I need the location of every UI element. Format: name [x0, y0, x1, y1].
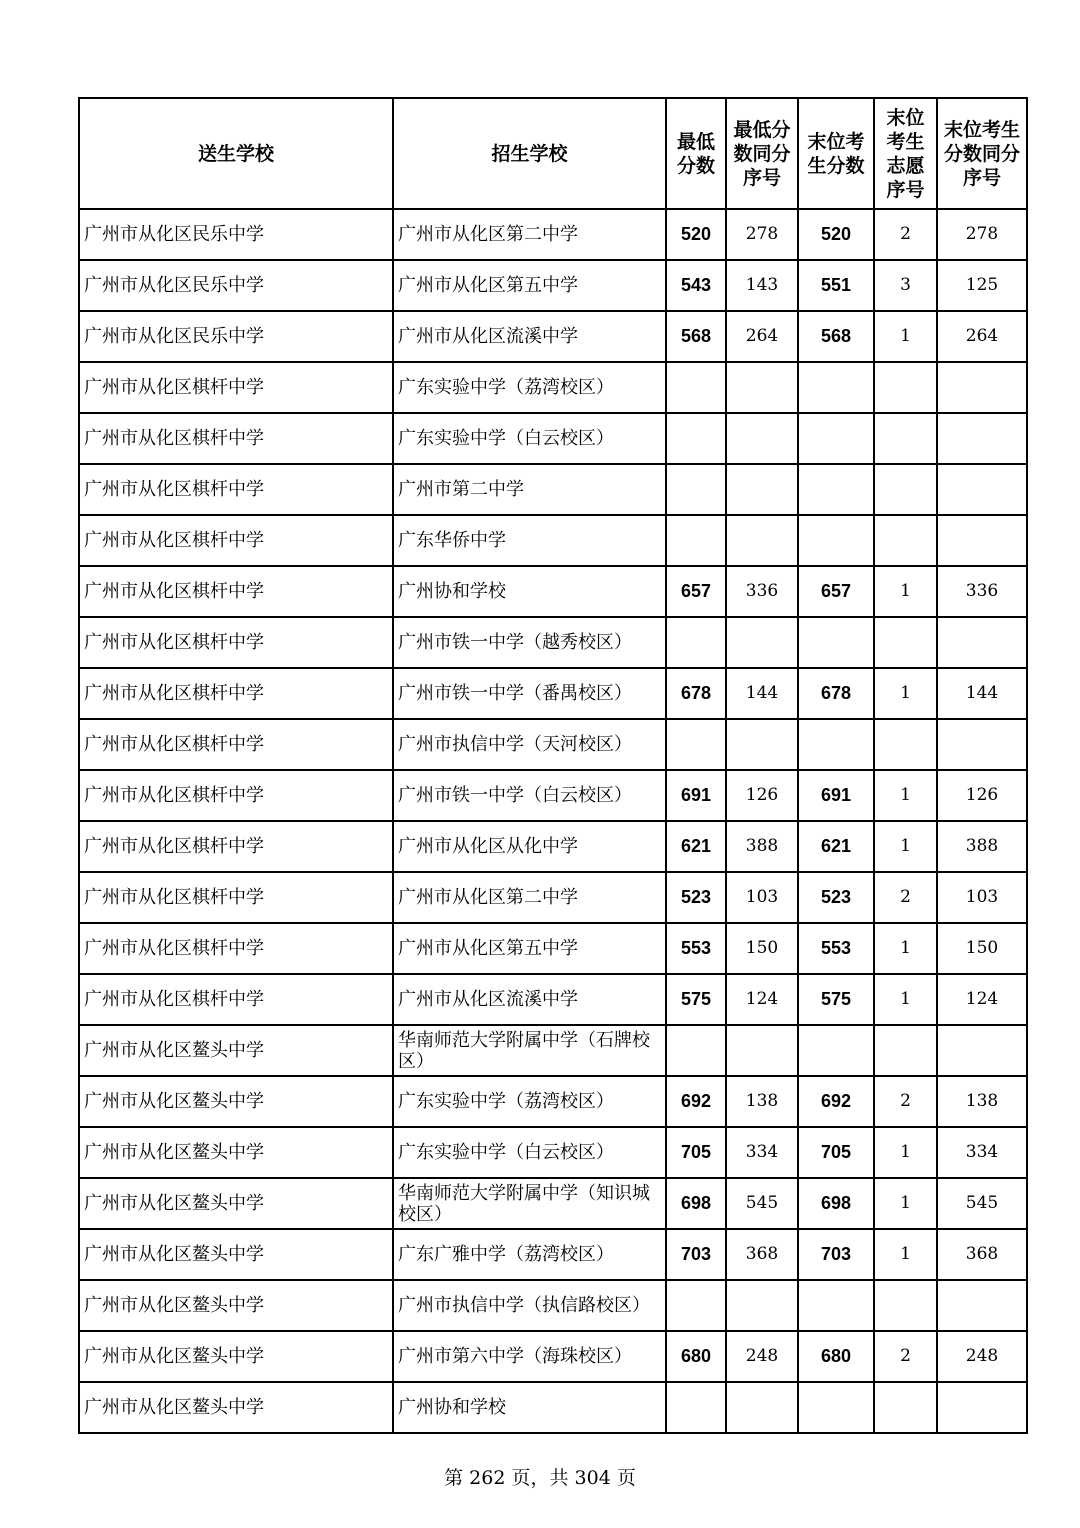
cell-last-score	[798, 464, 874, 515]
cell-last-rank	[937, 515, 1027, 566]
cell-last-score: 680	[798, 1331, 874, 1382]
cell-min-score: 575	[666, 974, 726, 1025]
cell-last-preference	[874, 1280, 937, 1331]
header-last-preference-line: 考生	[886, 130, 925, 153]
cell-last-preference	[874, 1382, 937, 1433]
cell-last-preference: 1	[874, 1127, 937, 1178]
table-row	[79, 1025, 1027, 1076]
cell-last-preference: 1	[874, 311, 937, 362]
table-row	[79, 719, 1027, 770]
table-row	[79, 515, 1027, 566]
cell-enrolling-school: 广州市第六中学（海珠校区）	[393, 1331, 666, 1382]
cell-sending-school: 广州市从化区棋杆中学	[79, 617, 393, 668]
cell-sending-school: 广州市从化区棋杆中学	[79, 872, 393, 923]
cell-min-score-rank: 388	[726, 821, 798, 872]
cell-last-score: 568	[798, 311, 874, 362]
cell-min-score	[666, 719, 726, 770]
cell-last-preference	[874, 413, 937, 464]
cell-last-score	[798, 362, 874, 413]
cell-min-score	[666, 515, 726, 566]
cell-last-rank	[937, 1025, 1027, 1076]
table-header-row	[79, 98, 1027, 209]
header-last-rank	[937, 98, 1027, 209]
cell-min-score-rank: 278	[726, 209, 798, 260]
cell-last-rank: 125	[937, 260, 1027, 311]
cell-last-rank	[937, 464, 1027, 515]
cell-enrolling-school: 广州市执信中学（执信路校区）	[393, 1280, 666, 1331]
cell-min-score-rank	[726, 1382, 798, 1433]
table-row	[79, 821, 1027, 872]
cell-last-rank: 150	[937, 923, 1027, 974]
cell-sending-school: 广州市从化区棋杆中学	[79, 719, 393, 770]
cell-enrolling-school: 华南师范大学附属中学（知识城校区）	[393, 1178, 666, 1229]
cell-min-score: 621	[666, 821, 726, 872]
table-row	[79, 1076, 1027, 1127]
cell-min-score: 543	[666, 260, 726, 311]
cell-last-preference: 2	[874, 872, 937, 923]
header-min-score-rank-line: 数同分	[733, 142, 791, 165]
cell-min-score: 520	[666, 209, 726, 260]
cell-sending-school: 广州市从化区棋杆中学	[79, 923, 393, 974]
header-min-score-line: 分数	[676, 154, 715, 177]
cell-last-rank: 278	[937, 209, 1027, 260]
table-row	[79, 1178, 1027, 1229]
cell-enrolling-school: 广州协和学校	[393, 566, 666, 617]
cell-min-score: 553	[666, 923, 726, 974]
table-row	[79, 311, 1027, 362]
cell-enrolling-school: 广州市从化区第二中学	[393, 872, 666, 923]
cell-last-preference: 2	[874, 1331, 937, 1382]
header-last-score	[798, 98, 874, 209]
header-min-score-rank-line: 序号	[742, 166, 781, 189]
cell-last-preference	[874, 719, 937, 770]
cell-min-score-rank: 138	[726, 1076, 798, 1127]
cell-min-score-rank: 264	[726, 311, 798, 362]
cell-last-score: 698	[798, 1178, 874, 1229]
cell-last-rank	[937, 413, 1027, 464]
cell-sending-school: 广州市从化区鳌头中学	[79, 1025, 393, 1076]
cell-last-preference: 1	[874, 821, 937, 872]
cell-last-score: 657	[798, 566, 874, 617]
header-min-score-line: 最低	[676, 130, 715, 153]
cell-last-preference	[874, 617, 937, 668]
header-last-preference-line: 末位	[886, 106, 925, 129]
cell-last-rank	[937, 1280, 1027, 1331]
cell-last-preference: 2	[874, 1076, 937, 1127]
cell-last-score: 553	[798, 923, 874, 974]
cell-min-score: 657	[666, 566, 726, 617]
cell-sending-school: 广州市从化区民乐中学	[79, 311, 393, 362]
cell-last-rank: 388	[937, 821, 1027, 872]
cell-last-score: 575	[798, 974, 874, 1025]
cell-enrolling-school: 广州市铁一中学（越秀校区）	[393, 617, 666, 668]
table-row	[79, 770, 1027, 821]
cell-enrolling-school: 华南师范大学附属中学（石牌校区）	[393, 1025, 666, 1076]
cell-last-preference	[874, 362, 937, 413]
header-last-score-line: 末位考	[807, 130, 865, 153]
cell-enrolling-school: 广东广雅中学（荔湾校区）	[393, 1229, 666, 1280]
cell-last-preference: 2	[874, 209, 937, 260]
cell-last-score	[798, 413, 874, 464]
cell-last-score: 692	[798, 1076, 874, 1127]
cell-last-score	[798, 1280, 874, 1331]
cell-sending-school: 广州市从化区棋杆中学	[79, 362, 393, 413]
table-row	[79, 566, 1027, 617]
header-min-score	[666, 98, 726, 209]
header-last-rank-line: 分数同分	[943, 142, 1020, 165]
header-min-score-rank	[726, 98, 798, 209]
cell-min-score-rank: 144	[726, 668, 798, 719]
header-enrolling-school: 招生学校	[393, 98, 666, 209]
cell-min-score: 523	[666, 872, 726, 923]
cell-sending-school: 广州市从化区鳌头中学	[79, 1382, 393, 1433]
cell-last-score: 691	[798, 770, 874, 821]
cell-min-score-rank	[726, 719, 798, 770]
header-last-preference	[874, 98, 937, 209]
cell-min-score-rank	[726, 1025, 798, 1076]
table-row	[79, 1127, 1027, 1178]
cell-min-score	[666, 464, 726, 515]
cell-min-score	[666, 617, 726, 668]
table-row	[79, 1229, 1027, 1280]
cell-last-preference: 1	[874, 923, 937, 974]
cell-last-rank: 545	[937, 1178, 1027, 1229]
cell-last-rank	[937, 719, 1027, 770]
cell-last-preference: 1	[874, 1178, 937, 1229]
cell-last-rank: 368	[937, 1229, 1027, 1280]
cell-sending-school: 广州市从化区棋杆中学	[79, 821, 393, 872]
table-row	[79, 464, 1027, 515]
cell-sending-school: 广州市从化区鳌头中学	[79, 1229, 393, 1280]
header-last-preference-line: 序号	[886, 178, 925, 201]
cell-min-score-rank: 150	[726, 923, 798, 974]
cell-last-score	[798, 617, 874, 668]
table-row	[79, 617, 1027, 668]
cell-last-preference: 1	[874, 668, 937, 719]
cell-last-preference	[874, 464, 937, 515]
cell-last-preference	[874, 515, 937, 566]
cell-min-score-rank: 143	[726, 260, 798, 311]
cell-last-rank: 248	[937, 1331, 1027, 1382]
cell-last-score	[798, 1382, 874, 1433]
cell-enrolling-school: 广州协和学校	[393, 1382, 666, 1433]
cell-min-score-rank	[726, 515, 798, 566]
cell-sending-school: 广州市从化区棋杆中学	[79, 770, 393, 821]
cell-sending-school: 广州市从化区棋杆中学	[79, 413, 393, 464]
page-number-footer: 第 262 页，共 304 页	[444, 1467, 636, 1489]
cell-min-score-rank: 336	[726, 566, 798, 617]
cell-min-score-rank: 248	[726, 1331, 798, 1382]
cell-min-score-rank: 368	[726, 1229, 798, 1280]
cell-last-rank: 124	[937, 974, 1027, 1025]
cell-min-score: 678	[666, 668, 726, 719]
header-sending-school: 送生学校	[79, 98, 393, 209]
cell-min-score-rank: 334	[726, 1127, 798, 1178]
table-row	[79, 260, 1027, 311]
cell-min-score: 698	[666, 1178, 726, 1229]
cell-last-rank: 336	[937, 566, 1027, 617]
cell-sending-school: 广州市从化区棋杆中学	[79, 515, 393, 566]
cell-last-score	[798, 1025, 874, 1076]
table-row	[79, 1331, 1027, 1382]
cell-sending-school: 广州市从化区鳌头中学	[79, 1127, 393, 1178]
table-row	[79, 413, 1027, 464]
cell-enrolling-school: 广州市从化区从化中学	[393, 821, 666, 872]
table-row	[79, 974, 1027, 1025]
cell-enrolling-school: 广州市铁一中学（白云校区）	[393, 770, 666, 821]
header-last-rank-line: 末位考生	[943, 118, 1020, 141]
table-row	[79, 1280, 1027, 1331]
cell-last-score: 551	[798, 260, 874, 311]
cell-sending-school: 广州市从化区棋杆中学	[79, 974, 393, 1025]
cell-sending-school: 广州市从化区民乐中学	[79, 209, 393, 260]
admission-score-table	[78, 97, 1028, 1434]
cell-min-score: 705	[666, 1127, 726, 1178]
header-last-rank-line: 序号	[962, 166, 1001, 189]
cell-last-rank	[937, 617, 1027, 668]
cell-min-score	[666, 1025, 726, 1076]
cell-enrolling-school: 广州市铁一中学（番禺校区）	[393, 668, 666, 719]
header-min-score-rank-line: 最低分	[733, 118, 791, 141]
cell-min-score-rank: 124	[726, 974, 798, 1025]
cell-last-score	[798, 515, 874, 566]
cell-last-rank: 103	[937, 872, 1027, 923]
cell-min-score-rank	[726, 1280, 798, 1331]
cell-min-score-rank: 103	[726, 872, 798, 923]
cell-enrolling-school: 广州市执信中学（天河校区）	[393, 719, 666, 770]
cell-min-score	[666, 413, 726, 464]
cell-last-rank: 144	[937, 668, 1027, 719]
cell-sending-school: 广州市从化区棋杆中学	[79, 566, 393, 617]
cell-last-rank	[937, 1382, 1027, 1433]
cell-last-rank: 264	[937, 311, 1027, 362]
cell-sending-school: 广州市从化区鳌头中学	[79, 1178, 393, 1229]
cell-enrolling-school: 广东实验中学（荔湾校区）	[393, 1076, 666, 1127]
cell-min-score: 691	[666, 770, 726, 821]
cell-min-score	[666, 1382, 726, 1433]
cell-last-rank: 126	[937, 770, 1027, 821]
cell-last-preference	[874, 1025, 937, 1076]
cell-last-preference: 1	[874, 770, 937, 821]
cell-min-score-rank: 545	[726, 1178, 798, 1229]
cell-enrolling-school: 广东实验中学（白云校区）	[393, 1127, 666, 1178]
cell-last-score: 520	[798, 209, 874, 260]
cell-enrolling-school: 广州市从化区第二中学	[393, 209, 666, 260]
table-body	[79, 209, 1027, 1433]
cell-last-score: 705	[798, 1127, 874, 1178]
cell-sending-school: 广州市从化区鳌头中学	[79, 1280, 393, 1331]
table-row	[79, 872, 1027, 923]
cell-enrolling-school: 广州市从化区第五中学	[393, 260, 666, 311]
cell-min-score-rank	[726, 413, 798, 464]
cell-min-score: 703	[666, 1229, 726, 1280]
cell-last-score: 703	[798, 1229, 874, 1280]
cell-last-score	[798, 719, 874, 770]
cell-enrolling-school: 广东实验中学（白云校区）	[393, 413, 666, 464]
cell-min-score-rank	[726, 362, 798, 413]
table-row	[79, 1382, 1027, 1433]
cell-min-score-rank	[726, 617, 798, 668]
cell-last-preference: 1	[874, 1229, 937, 1280]
cell-sending-school: 广州市从化区民乐中学	[79, 260, 393, 311]
cell-sending-school: 广州市从化区棋杆中学	[79, 668, 393, 719]
cell-sending-school: 广州市从化区鳌头中学	[79, 1331, 393, 1382]
cell-last-rank: 334	[937, 1127, 1027, 1178]
cell-min-score-rank: 126	[726, 770, 798, 821]
cell-min-score	[666, 1280, 726, 1331]
cell-sending-school: 广州市从化区鳌头中学	[79, 1076, 393, 1127]
cell-last-score: 523	[798, 872, 874, 923]
table-row	[79, 362, 1027, 413]
cell-sending-school: 广州市从化区棋杆中学	[79, 464, 393, 515]
table-row	[79, 668, 1027, 719]
cell-min-score: 568	[666, 311, 726, 362]
cell-enrolling-school: 广州市从化区流溪中学	[393, 974, 666, 1025]
cell-min-score	[666, 362, 726, 413]
cell-enrolling-school: 广州市从化区流溪中学	[393, 311, 666, 362]
cell-last-preference: 1	[874, 974, 937, 1025]
cell-min-score-rank	[726, 464, 798, 515]
cell-min-score: 692	[666, 1076, 726, 1127]
cell-enrolling-school: 广州市从化区第五中学	[393, 923, 666, 974]
cell-last-score: 621	[798, 821, 874, 872]
cell-enrolling-school: 广州市第二中学	[393, 464, 666, 515]
cell-last-rank	[937, 362, 1027, 413]
cell-min-score: 680	[666, 1331, 726, 1382]
cell-last-score: 678	[798, 668, 874, 719]
header-last-score-line: 生分数	[807, 154, 865, 177]
cell-enrolling-school: 广东华侨中学	[393, 515, 666, 566]
table-row	[79, 923, 1027, 974]
cell-last-preference: 1	[874, 566, 937, 617]
cell-last-rank: 138	[937, 1076, 1027, 1127]
table-row	[79, 209, 1027, 260]
header-last-preference-line: 志愿	[886, 154, 925, 177]
cell-enrolling-school: 广东实验中学（荔湾校区）	[393, 362, 666, 413]
cell-last-preference: 3	[874, 260, 937, 311]
